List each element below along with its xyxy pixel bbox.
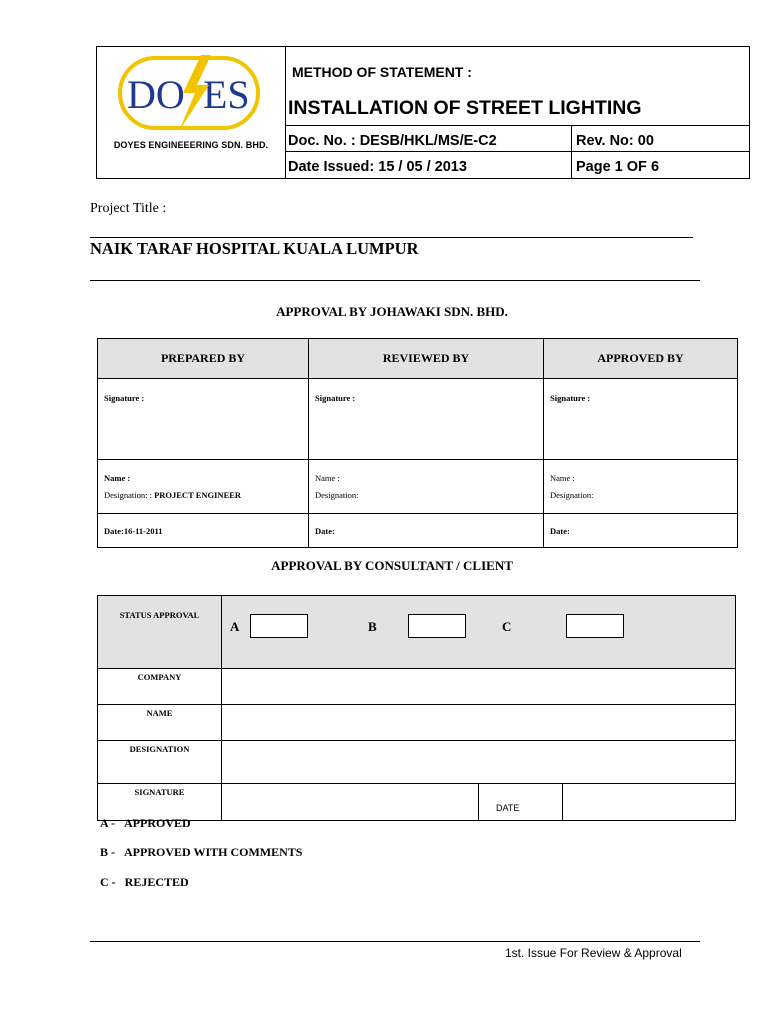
document-header [96, 46, 750, 179]
company-name: DOYES ENGINEEERING SDN. BHD. [113, 140, 269, 150]
logo-text-left: DO [127, 72, 185, 117]
revision-number: Rev. No: 00 [576, 133, 654, 149]
date-field[interactable] [563, 784, 736, 821]
status-option-c-label: C [502, 618, 512, 634]
name-label: NAME [98, 705, 222, 741]
status-approval-cell [222, 596, 736, 669]
method-label: METHOD OF STATEMENT : [292, 64, 472, 80]
footer-text: 1st. Issue For Review & Approval [505, 946, 682, 960]
project-title-label: Project Title : [90, 201, 167, 216]
designation-label: Designation: [315, 489, 359, 500]
signature-field-prepared[interactable]: Signature : [98, 379, 309, 460]
logo-cell [97, 47, 286, 178]
date-field-prepared[interactable]: Date:16-11-2011 [98, 514, 309, 548]
signature-field[interactable] [222, 784, 479, 821]
doc-number: Doc. No. : DESB/HKL/MS/E-C2 [288, 133, 497, 149]
signature-label: SIGNATURE [98, 784, 222, 821]
name-label: Name : [315, 472, 340, 483]
designation-label: Designation: : [104, 489, 152, 500]
statement-title: INSTALLATION OF STREET LIGHTING [288, 97, 642, 119]
company-logo [117, 53, 265, 133]
designation-label: DESIGNATION [98, 741, 222, 784]
logo-text-right: ES [203, 72, 250, 117]
date-issued: Date Issued: 15 / 05 / 2013 [288, 159, 467, 175]
consultant-approval-table [97, 595, 736, 821]
name-label: Name : [104, 472, 131, 483]
designation-field[interactable] [222, 741, 736, 784]
designation-line [104, 487, 302, 504]
contractor-approval-table [97, 338, 738, 548]
header-divider [285, 151, 750, 152]
name-field[interactable] [222, 705, 736, 741]
legend-text: REJECTED [124, 875, 189, 889]
legend-item [100, 845, 302, 860]
header-divider [571, 125, 572, 178]
name-designation-reviewed[interactable] [309, 460, 544, 514]
project-title-rule [90, 237, 693, 238]
name-designation-prepared[interactable] [98, 460, 309, 514]
name-label: Name : [550, 472, 575, 483]
contractor-approval-heading: APPROVAL BY JOHAWAKI SDN. BHD. [276, 304, 508, 319]
company-label: COMPANY [98, 669, 222, 705]
column-header-prepared-by: PREPARED BY [98, 339, 309, 379]
signature-field-reviewed[interactable]: Signature : [309, 379, 544, 460]
status-option-a-label: A [230, 618, 240, 634]
column-header-reviewed-by: REVIEWED BY [309, 339, 544, 379]
header-divider [285, 125, 750, 126]
legend-code: B - [100, 845, 115, 859]
project-title: NAIK TARAF HOSPITAL KUALA LUMPUR [90, 239, 419, 258]
designation-label: Designation: [550, 489, 594, 500]
company-field[interactable] [222, 669, 736, 705]
legend-code: C - [100, 875, 116, 889]
designation-value: PROJECT ENGINEER [154, 489, 242, 500]
date-label: DATE [479, 784, 563, 821]
legend-text: APPROVED [124, 816, 191, 830]
status-checkbox-a[interactable] [250, 614, 308, 638]
signature-field-approved[interactable]: Signature : [544, 379, 738, 460]
name-designation-approved[interactable] [544, 460, 738, 514]
status-approval-label: STATUS APPROVAL [98, 596, 222, 669]
legend-item [100, 875, 189, 890]
legend-code: A - [100, 816, 115, 830]
status-checkbox-c[interactable] [566, 614, 624, 638]
column-header-approved-by: APPROVED BY [544, 339, 738, 379]
date-field-reviewed[interactable]: Date: [309, 514, 544, 548]
project-title-rule [90, 280, 700, 281]
date-field-approved[interactable]: Date: [544, 514, 738, 548]
status-checkbox-b[interactable] [408, 614, 466, 638]
footer-rule [90, 941, 700, 942]
legend-text: APPROVED WITH COMMENTS [124, 845, 303, 859]
status-option-b-label: B [368, 618, 377, 634]
legend-item [100, 816, 191, 831]
consultant-approval-heading: APPROVAL BY CONSULTANT / CLIENT [271, 558, 513, 573]
page-number: Page 1 OF 6 [576, 159, 660, 175]
